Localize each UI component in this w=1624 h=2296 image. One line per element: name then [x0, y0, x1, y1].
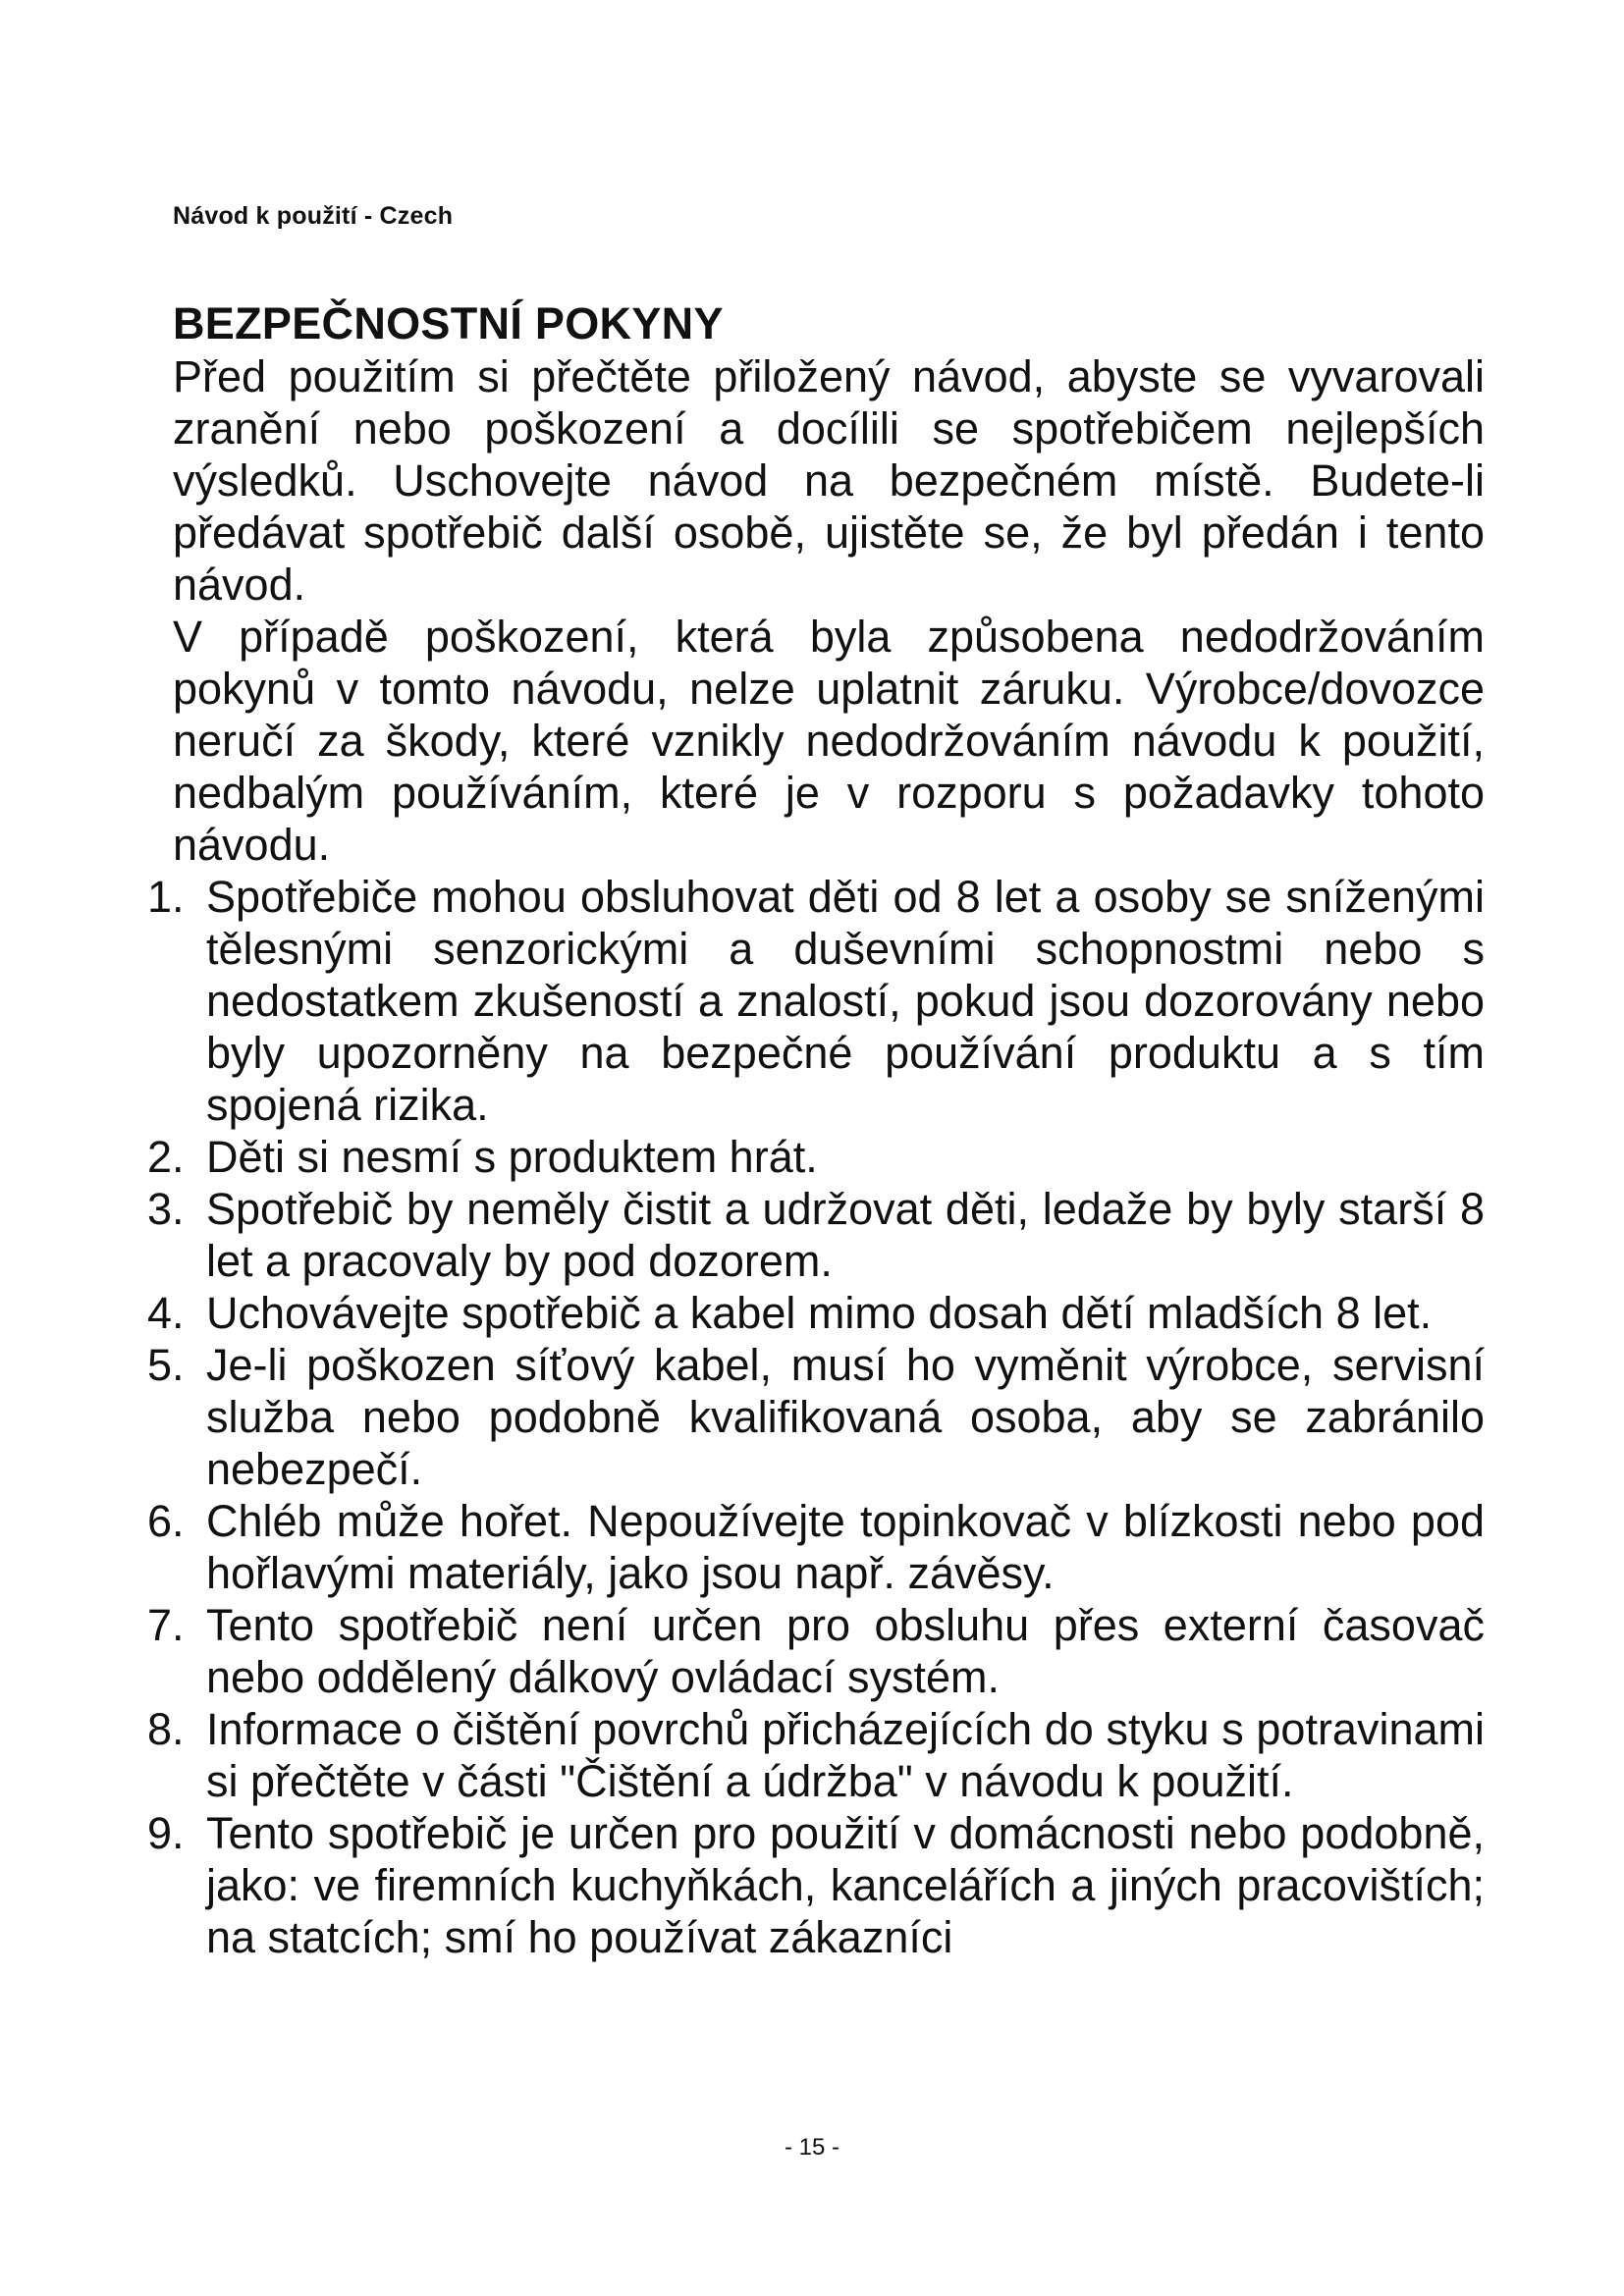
- list-item: [147, 1807, 1485, 1963]
- list-item: [147, 1287, 1485, 1339]
- list-item-number: 9.: [147, 1808, 185, 1858]
- list-item: [147, 871, 1485, 1131]
- safety-rules-list: [147, 871, 1485, 1963]
- intro-paragraph-2: V případě poškození, která byla způsobena nedodržováním pokynů v tomto návodu, nelze uplatnit záruku. Výrobce/dovozce neručí za škody, které vznikly nedodržováním návodu k použití, nedbalým používáním, které je v rozporu s požadavky tohoto návodu.: [173, 612, 1485, 870]
- list-item-text: Je-li poškozen síťový kabel, musí ho vyměnit výrobce, servisní služba nebo podobně kvalifikovaná osoba, aby se zabránilo nebezpečí.: [206, 1340, 1485, 1494]
- list-item-number: 8.: [147, 1704, 185, 1754]
- list-item: [147, 1495, 1485, 1599]
- list-item-number: 6.: [147, 1496, 185, 1546]
- list-item-text: Chléb může hořet. Nepoužívejte topinkovač v blízkosti nebo pod hořlavými materiály, jako jsou např. závěsy.: [206, 1496, 1485, 1598]
- list-item: [147, 1131, 1485, 1183]
- list-item-text: Uchovávejte spotřebič a kabel mimo dosah dětí mladších 8 let.: [206, 1288, 1433, 1338]
- list-item-number: 1.: [147, 872, 185, 922]
- list-item: [147, 1599, 1485, 1703]
- list-item-number: 3.: [147, 1184, 185, 1234]
- list-item-number: 5.: [147, 1340, 185, 1390]
- list-item-number: 2.: [147, 1132, 185, 1182]
- list-item-text: Děti si nesmí s produktem hrát.: [206, 1132, 818, 1182]
- running-header: Návod k použití - Czech: [173, 202, 454, 230]
- list-item-text: Tento spotřebič je určen pro použití v domácnosti nebo podobně, jako: ve firemních kuchyňkách, kancelářích a jiných pracovištích; na statcích; smí ho používat zákazníci: [206, 1808, 1485, 1962]
- list-item-text: Informace o čištění povrchů přicházejících do styku s potravinami si přečtěte v části "Čištění a údržba" v návodu k použití.: [206, 1704, 1485, 1806]
- list-item-number: 4.: [147, 1288, 185, 1338]
- section-title: BEZPEČNOSTNÍ POKYNY: [173, 298, 724, 348]
- list-item-text: Spotřebiče mohou obsluhovat děti od 8 let a osoby se sníženými tělesnými senzorickými a duševními schopnostmi nebo s nedostatkem zkušeností a znalostí, pokud jsou dozorovány nebo byly upozorněny na bezpečné používání produktu a s tím spojená rizika.: [206, 872, 1485, 1130]
- list-item: [147, 1703, 1485, 1807]
- list-item-text: Spotřebič by neměly čistit a udržovat děti, ledaže by byly starší 8 let a pracovaly by pod dozorem.: [206, 1184, 1485, 1286]
- page-number: - 15 -: [784, 2134, 839, 2161]
- list-item-text: Tento spotřebič není určen pro obsluhu přes externí časovač nebo oddělený dálkový ovládací systém.: [206, 1600, 1485, 1702]
- list-item-number: 7.: [147, 1600, 185, 1650]
- intro-paragraph-1: Před použitím si přečtěte přiložený návod, abyste se vyvarovali zranění nebo poškození a docílili se spotřebičem nejlepších výsledků. Uschovejte návod na bezpečném místě. Budete-li předávat spotřebič další osobě, ujistěte se, že byl předán i tento návod.: [173, 351, 1485, 610]
- list-item: [147, 1339, 1485, 1495]
- list-item: [147, 1183, 1485, 1287]
- safety-section: [147, 296, 1485, 1963]
